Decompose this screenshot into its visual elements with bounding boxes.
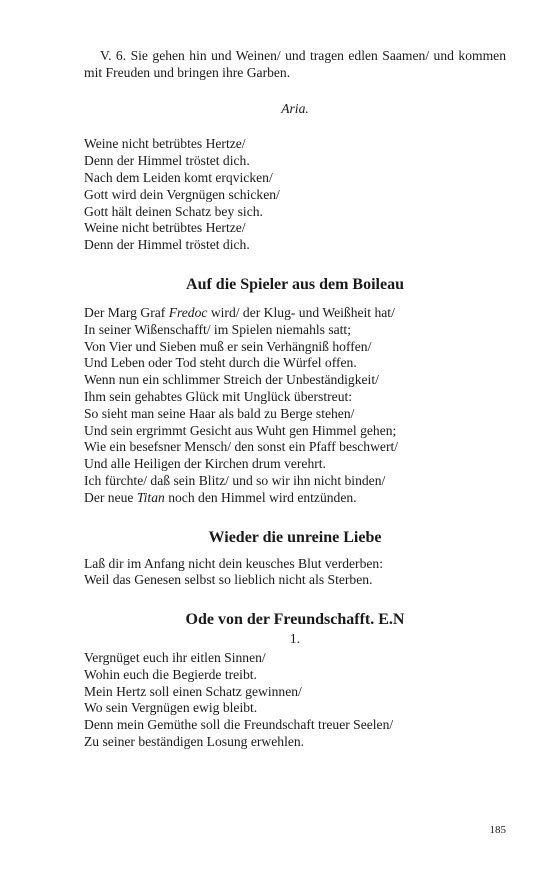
spieler-title: Auf die Spieler aus dem Boileau (186, 275, 404, 293)
aria-label: Aria. (281, 100, 309, 116)
spieler-line-9: Wie ein besefsner Mensch/ den sonst ein Pfaff beschwert/ (84, 439, 399, 455)
spieler-line-7: So sieht man seine Haar als bald zu Berge stehen/ (84, 405, 355, 421)
aria-line-7: Denn der Himmel tröstet dich. (84, 237, 250, 253)
spieler-line-10: Und alle Heiligen der Kirchen drum verehrt. (84, 456, 326, 472)
aria-line-3: Nach dem Leiden komt erqvicken/ (84, 169, 273, 185)
spieler-line-2: In seiner Wißenschafft/ im Spielen niemahls satt; (84, 321, 351, 337)
aria-line-4: Gott wird dein Vergnügen schicken/ (84, 186, 280, 202)
spieler-line-11: Ich fürchte/ daß sein Blitz/ und so wir ihn nicht binden/ (84, 472, 386, 488)
spieler-line-12 (84, 490, 506, 507)
spieler-line-1-end: wird/ der Klug- und Weißheit hat/ (207, 304, 395, 320)
spieler-line-5: Wenn nun ein schlimmer Streich der Unbeständigkeit/ (84, 372, 379, 388)
spieler-line-12-end: noch den Himmel wird entzünden. (164, 489, 357, 505)
ode-line-1: Vergnüget euch ihr eitlen Sinnen/ (84, 649, 266, 665)
spieler-line-8: Und sein ergrimmt Gesicht aus Wuht gen Himmel gehen; (84, 422, 397, 438)
spieler-name-titan: Titan (136, 489, 165, 505)
spieler-poem (84, 305, 506, 507)
liebe-line-1: Laß dir im Anfang nicht dein keusches Blut verderben: (84, 555, 383, 571)
spieler-line-4: Und Leben oder Tod steht durch die Würfel offen. (84, 355, 357, 371)
aria-line-6: Weine nicht betrübtes Hertze/ (84, 220, 246, 236)
spieler-line-1-start: Der Marg Graf (84, 304, 169, 320)
intro-line-2: kommen mit Freuden und bringen ihre Garben. (84, 48, 506, 80)
spieler-line-3: Von Vier und Sieben muß er sein Verhängniß hoffen/ (84, 338, 372, 354)
liebe-line-2: Weil das Genesen selbst so lieblich nicht als Sterben. (84, 572, 373, 588)
aria-line-5: Gott hält deinen Schatz bey sich. (84, 203, 263, 219)
ode-line-5: Denn mein Gemüthe soll die Freundschaft treuer Seelen/ (84, 717, 394, 733)
ode-poem (84, 650, 506, 751)
page-body (84, 48, 506, 751)
ode-line-3: Mein Hertz soll einen Schatz gewinnen/ (84, 683, 302, 699)
aria-line-2: Denn der Himmel tröstet dich. (84, 153, 250, 169)
ode-line-6: Zu seiner beständigen Losung erwehlen. (84, 733, 305, 749)
ode-line-2: Wohin euch die Begierde treibt. (84, 666, 257, 682)
ode-title: Ode von der Freundschafft. E.N (185, 611, 405, 629)
spieler-line-6: Ihm sein gehabtes Glück mit Unglück überstreut: (84, 388, 353, 404)
page-number: 185 (489, 824, 506, 836)
ode-line-4: Wo sein Vergnügen ewig bleibt. (84, 700, 258, 716)
spieler-line-1 (84, 305, 506, 322)
liebe-poem (84, 556, 506, 590)
aria-poem (84, 136, 506, 254)
intro-verse (84, 48, 506, 82)
spieler-name-fredoc: Fredoc (168, 304, 208, 320)
spieler-line-12-start: Der neue (84, 489, 137, 505)
intro-line-1: V. 6. Sie gehen hin und Weinen/ und tragen edlen Saamen/ und (100, 48, 454, 63)
ode-stanza-number: 1. (289, 631, 301, 647)
aria-line-1: Weine nicht betrübtes Hertze/ (84, 136, 246, 152)
liebe-title: Wieder die unreine Liebe (208, 528, 382, 546)
